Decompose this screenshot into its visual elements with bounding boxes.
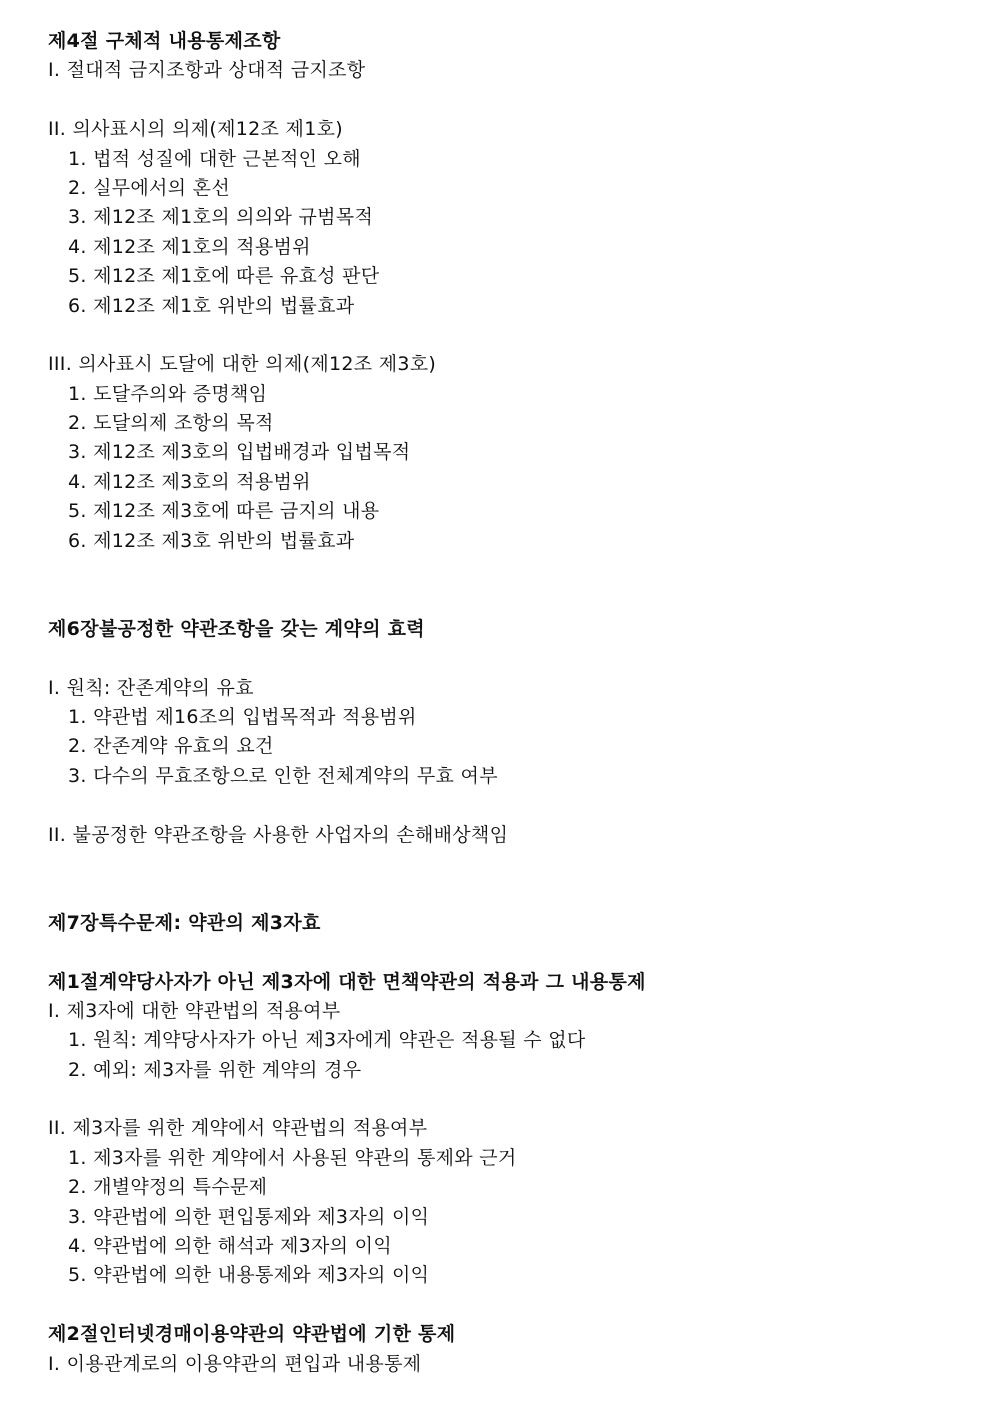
blank-line	[48, 585, 948, 614]
subsection-item: 2. 실무에서의 혼선	[68, 176, 230, 199]
section-heading: 제1절계약당사자가 아닌 제3자에 대한 면책약관의 적용과 그 내용통제	[48, 970, 646, 993]
subsection-item: 2. 잔존계약 유효의 요건	[68, 735, 274, 758]
outline-item: I. 이용관계로의 이용약관의 편입과 내용통제	[48, 1352, 422, 1375]
subsection-item: 3. 약관법에 의한 편입통제와 제3자의 이익	[68, 1205, 430, 1228]
subsection-item: 1. 원칙: 계약당사자가 아닌 제3자에게 약관은 적용될 수 없다	[68, 1029, 586, 1052]
outline-item: II. 제3자를 위한 계약에서 약관법의 적용여부	[48, 1117, 428, 1140]
subsection-item: 5. 제12조 제1호에 따른 유효성 판단	[68, 265, 380, 288]
section-heading: 제6장불공정한 약관조항을 갖는 계약의 효력	[48, 617, 425, 640]
blank-line	[48, 321, 948, 350]
subsection-item: 4. 제12조 제3호의 적용범위	[68, 470, 311, 493]
blank-line	[48, 938, 948, 967]
subsection-item: 6. 제12조 제3호 위반의 법률효과	[68, 529, 355, 552]
blank-line	[48, 1291, 948, 1320]
blank-line	[48, 879, 948, 908]
subsection-item: 3. 제12조 제1호의 의의와 규범목적	[68, 206, 374, 229]
subsection-item: 4. 약관법에 의한 해석과 제3자의 이익	[68, 1235, 392, 1258]
section-heading: 제7장특수문제: 약관의 제3자효	[48, 911, 321, 934]
section-heading: 제4절 구체적 내용통제조항	[48, 30, 281, 52]
document-page	[48, 27, 948, 1379]
subsection-item: 4. 제12조 제1호의 적용범위	[68, 235, 311, 258]
outline-item: I. 제3자에 대한 약관법의 적용여부	[48, 999, 341, 1022]
section-heading: 제2절인터넷경매이용약관의 약관법에 기한 통제	[48, 1323, 456, 1346]
subsection-item: 1. 도달주의와 증명책임	[68, 382, 268, 405]
blank-line	[48, 556, 948, 585]
subsection-item: 2. 도달의제 조항의 목적	[68, 412, 274, 435]
outline-item: I. 원칙: 잔존계약의 유효	[48, 676, 254, 699]
subsection-item: 1. 제3자를 위한 계약에서 사용된 약관의 통제와 근거	[68, 1146, 517, 1169]
blank-line	[48, 644, 948, 673]
subsection-item: 3. 다수의 무효조항으로 인한 전체계약의 무효 여부	[68, 764, 498, 787]
subsection-item: 1. 법적 성질에 대한 근본적인 오해	[68, 147, 361, 170]
subsection-item: 3. 제12조 제3호의 입법배경과 입법목적	[68, 441, 411, 464]
outline-item: II. 불공정한 약관조항을 사용한 사업자의 손해배상책임	[48, 823, 509, 846]
subsection-item: 6. 제12조 제1호 위반의 법률효과	[68, 294, 355, 317]
blank-line	[48, 86, 948, 115]
subsection-item: 2. 예외: 제3자를 위한 계약의 경우	[68, 1058, 362, 1081]
subsection-item: 1. 약관법 제16조의 입법목적과 적용범위	[68, 705, 417, 728]
outline-item: I. 절대적 금지조항과 상대적 금지조항	[48, 59, 366, 82]
outline-item: III. 의사표시 도달에 대한 의제(제12조 제3호)	[48, 353, 437, 376]
blank-line	[48, 850, 948, 879]
outline-item: II. 의사표시의 의제(제12조 제1호)	[48, 118, 343, 141]
blank-line	[48, 791, 948, 820]
subsection-item: 5. 약관법에 의한 내용통제와 제3자의 이익	[68, 1264, 430, 1287]
subsection-item: 5. 제12조 제3호에 따른 금지의 내용	[68, 500, 380, 523]
subsection-item: 2. 개별약정의 특수문제	[68, 1176, 268, 1199]
blank-line	[48, 1085, 948, 1114]
